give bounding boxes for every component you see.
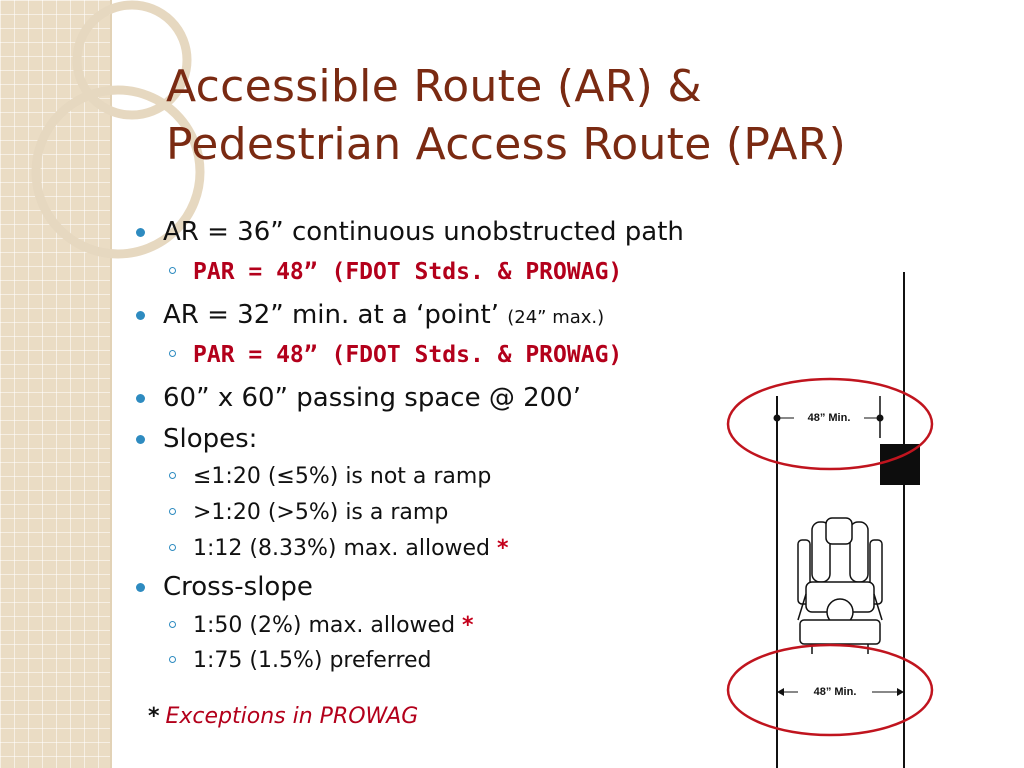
top-highlight-ellipse	[728, 379, 932, 469]
sub-bullet-text: ≤1:20 (≤5%) is not a ramp	[193, 464, 492, 489]
top-dimension-label: 48” Min.	[807, 411, 851, 424]
sub-bullet-text: PAR = 48” (FDOT Stds. & PROWAG)	[193, 342, 623, 368]
bullet-text: Cross-slope	[163, 572, 313, 602]
footnote-asterisk: *	[148, 704, 160, 729]
bullet-text: AR = 32” min. at a ‘point’	[163, 300, 499, 330]
wheelchair-user-icon	[798, 518, 882, 654]
sub-bullet-text: PAR = 48” (FDOT Stds. & PROWAG)	[193, 259, 623, 285]
sub-bullet-text: >1:20 (>5%) is a ramp	[193, 500, 449, 525]
bullet-text: 60” x 60” passing space @ 200’	[163, 383, 581, 413]
title-line-1: Accessible Route (AR) &	[166, 61, 702, 112]
asterisk-mark: *	[462, 613, 474, 638]
sub-bullet-text: 1:75 (1.5%) preferred	[193, 648, 432, 673]
bottom-dimension-label: 48” Min.	[813, 685, 857, 698]
bottom-dimension	[777, 686, 904, 698]
footnote-text: Exceptions in PROWAG	[165, 704, 419, 729]
bullet-note: (24” max.)	[507, 307, 605, 328]
title-line-2: Pedestrian Access Route (PAR)	[166, 119, 847, 170]
sub-bullet-text: 1:12 (8.33%) max. allowed	[193, 536, 491, 561]
asterisk-mark: *	[497, 536, 509, 561]
top-dimension	[774, 412, 884, 424]
sub-bullet-text: 1:50 (2%) max. allowed	[193, 613, 456, 638]
bullet-text: Slopes:	[163, 424, 258, 454]
bullet-text: AR = 36” continuous unobstructed path	[163, 217, 684, 247]
